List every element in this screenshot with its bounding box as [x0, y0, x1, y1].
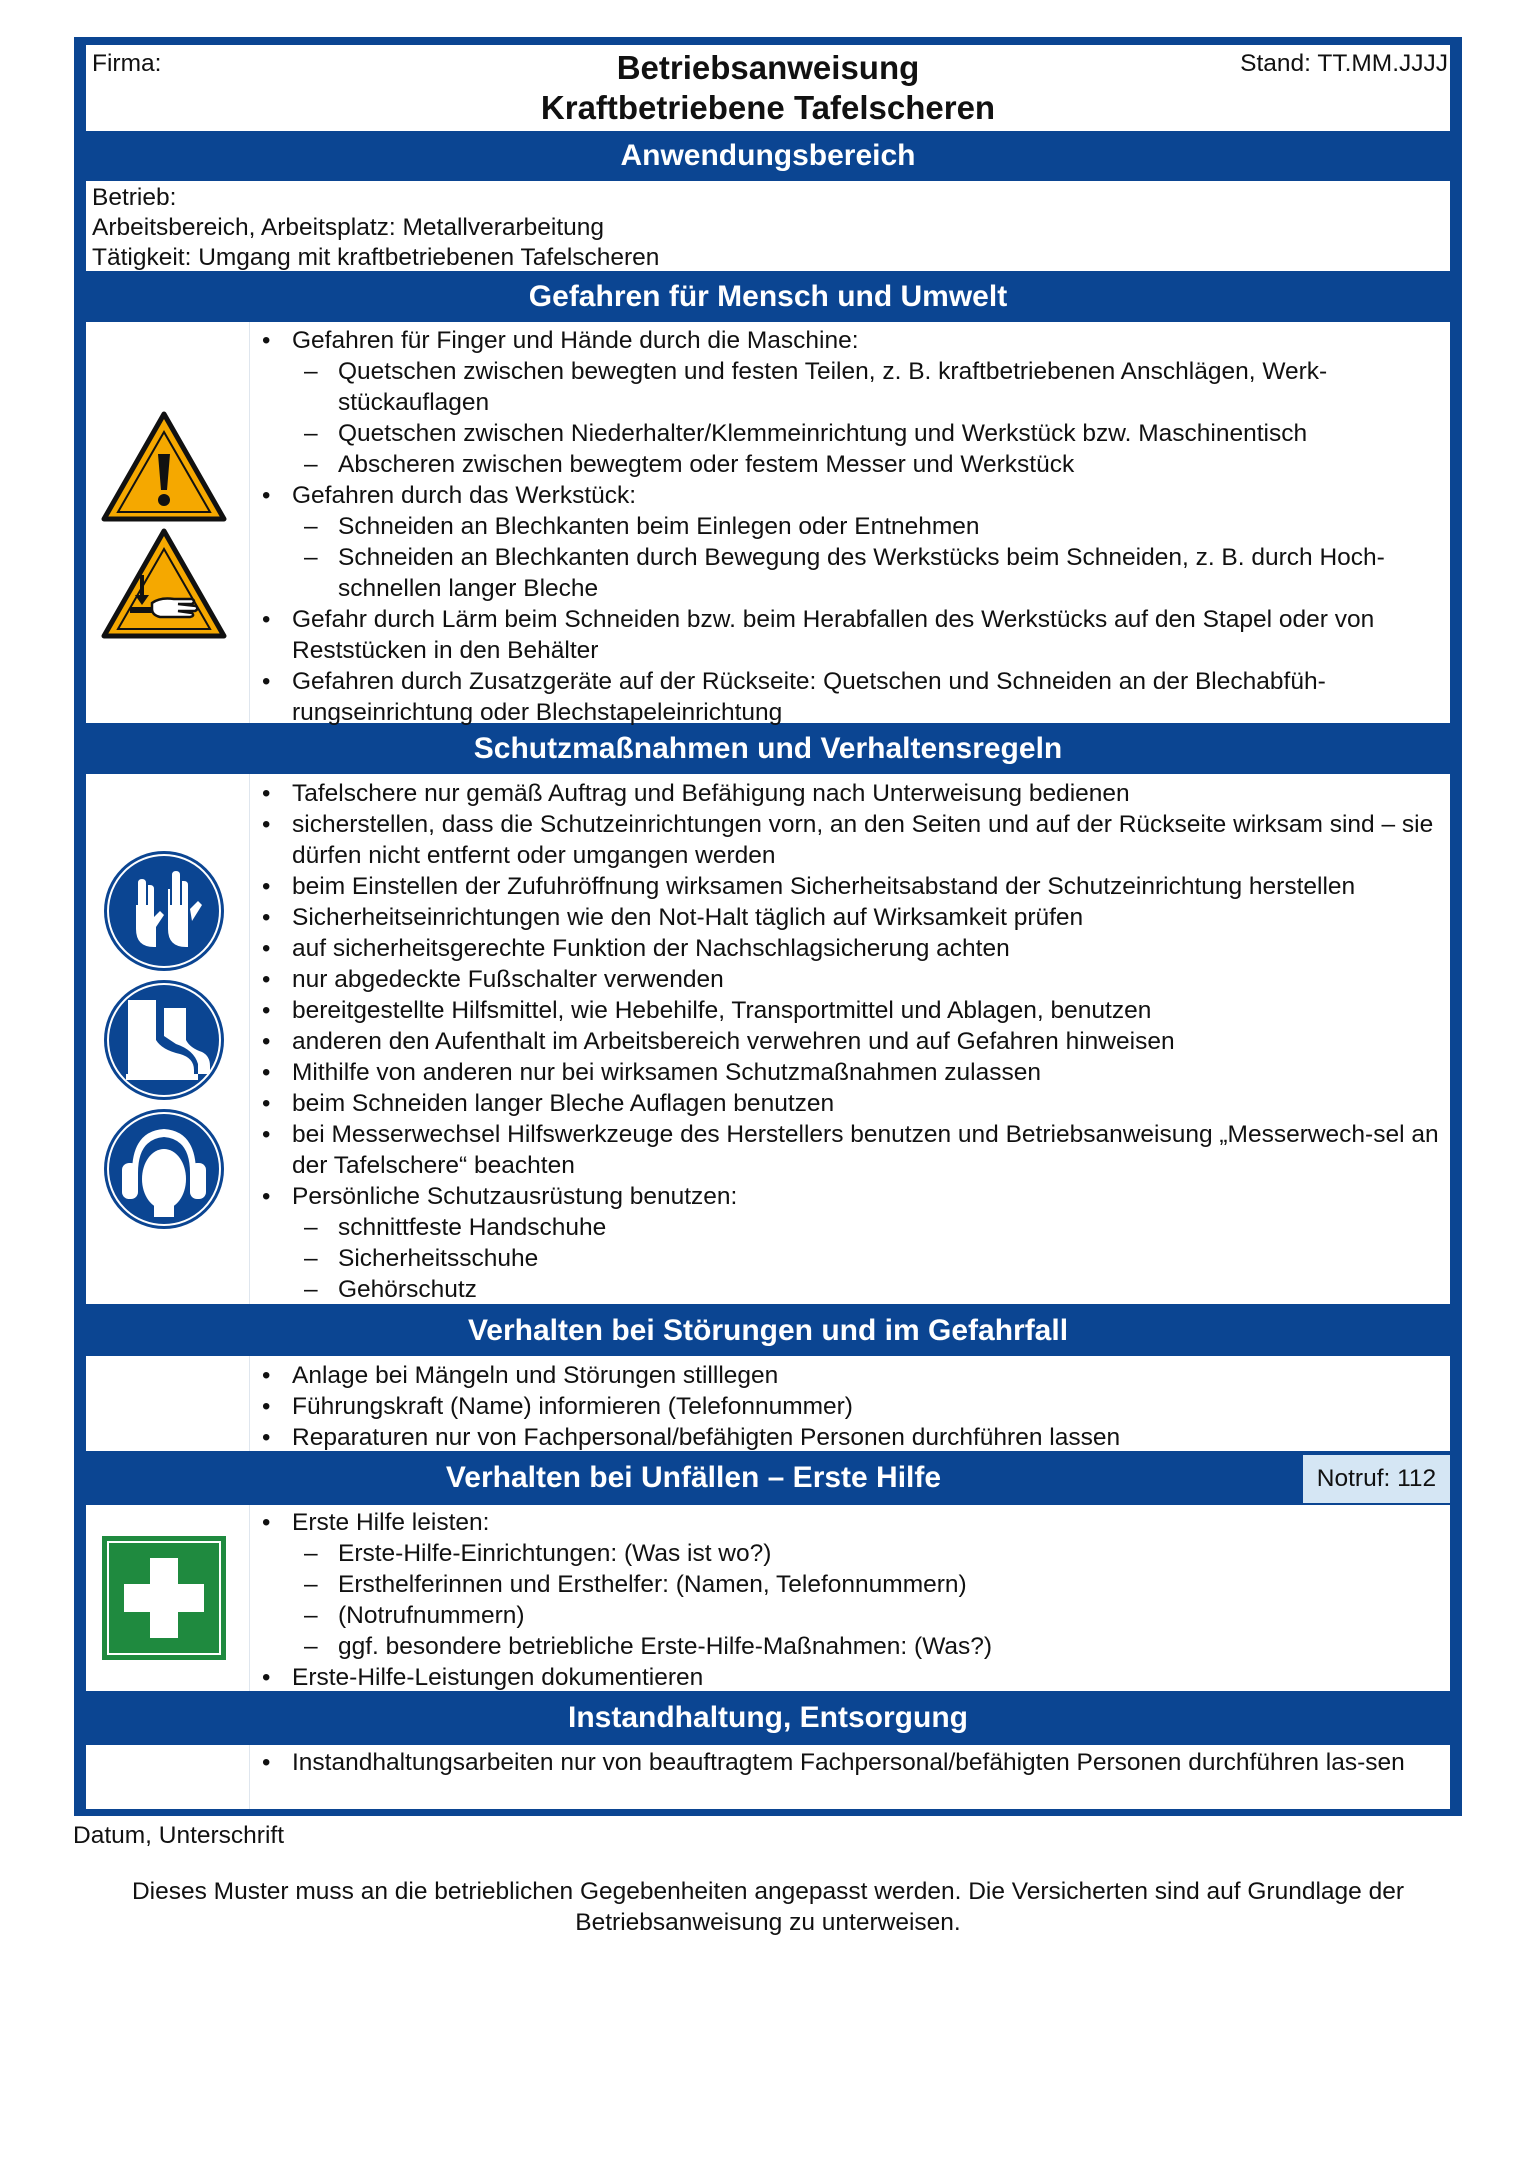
gefahren-content	[252, 325, 1448, 728]
notruf-box: Notruf: 112	[1303, 1455, 1450, 1503]
schutz-item: • beim Schneiden langer Bleche Auflagen benutzen	[252, 1088, 1448, 1119]
unfaelle-bullet: • Erste Hilfe leisten:	[252, 1507, 1448, 1538]
schutz-item: • Mithilfe von anderen nur bei wirksamen Schutzmaßnahmen zulassen	[252, 1057, 1448, 1088]
instandhaltung-content	[252, 1747, 1448, 1778]
title-line-2: Kraftbetriebene Tafelscheren	[540, 89, 996, 126]
gefahren-subitem: – Quetschen zwischen bewegten und festen Teilen, z. B. kraftbetriebenen Anschlägen, Werk-stückauflagen	[252, 356, 1448, 418]
unfaelle-bullet: • Erste-Hilfe-Leistungen dokumentieren	[252, 1662, 1448, 1693]
section-title-gefahren: Gefahren für Mensch und Umwelt	[528, 280, 1008, 313]
ear-protection-icon	[102, 1107, 226, 1231]
gefahren-subitem: – Schneiden an Blechkanten durch Bewegung des Werkstücks beim Schneiden, z. B. durch Hoch-schnellen langer Bleche	[252, 542, 1448, 604]
schutz-item: • Tafelschere nur gemäß Auftrag und Befähigung nach Unterweisung bedienen	[252, 778, 1448, 809]
erste-hilfe-subitem: – ggf. besondere betriebliche Erste-Hilfe-Maßnahmen: (Was?)	[252, 1631, 1448, 1662]
section-title-schutzmassnahmen: Schutzmaßnahmen und Verhaltensregeln	[473, 732, 1063, 765]
gefahren-subitem: – Schneiden an Blechkanten beim Einlegen oder Entnehmen	[252, 511, 1448, 542]
section-title-instandhaltung: Instandhaltung, Entsorgung	[568, 1701, 968, 1734]
schutz-item: • nur abgedeckte Fußschalter verwenden	[252, 964, 1448, 995]
psa-item: – Gehörschutz	[252, 1274, 1448, 1305]
firma-label: Firma:	[92, 50, 162, 77]
schutz-item: • anderen den Aufenthalt im Arbeitsbereich verwehren und auf Gefahren hinweisen	[252, 1026, 1448, 1057]
footer-note: Dieses Muster muss an die betrieblichen Gegebenheiten angepasst werden. Die Versicherten sind auf Grundlage der Betriebsanweisung zu unterweisen.	[131, 1878, 1405, 1936]
stoerungen-item: • Reparaturen nur von Fachpersonal/befähigten Personen durchführen lassen	[252, 1422, 1448, 1453]
stoerungen-content	[252, 1360, 1448, 1453]
title-line-1: Betriebsanweisung	[616, 49, 920, 86]
psa-item: – Sicherheitsschuhe	[252, 1243, 1448, 1274]
arbeitsbereich-line: Arbeitsbereich, Arbeitsplatz: Metallverarbeitung	[92, 214, 605, 241]
anwendungsbereich-content	[92, 183, 659, 273]
section-title-stoerungen: Verhalten bei Störungen und im Gefahrfall	[467, 1314, 1069, 1347]
erste-hilfe-subitem: – Erste-Hilfe-Einrichtungen: (Was ist wo?)	[252, 1538, 1448, 1569]
page-title	[400, 48, 1136, 128]
schutz-content	[252, 778, 1448, 1305]
gloves-icon	[102, 849, 226, 973]
gefahren-subitem: – Quetschen zwischen Niederhalter/Klemmeinrichtung und Werkstück bzw. Maschinentisch	[252, 418, 1448, 449]
schutz-item: • beim Einstellen der Zufuhröffnung wirksamen Sicherheitsabstand der Schutzeinrichtung herstellen	[252, 871, 1448, 902]
section-title-unfaelle: Verhalten bei Unfällen – Erste Hilfe	[445, 1461, 942, 1494]
schutz-item: • sicherstellen, dass die Schutzeinrichtungen vorn, an den Seiten und auf der Rückseite wirksam sind – sie dürfen nicht entfernt oder umgangen werden	[252, 809, 1448, 871]
signature-label: Datum, Unterschrift	[73, 1822, 285, 1849]
taetigkeit-line: Tätigkeit: Umgang mit kraftbetriebenen Tafelscheren	[92, 244, 660, 271]
gefahren-bullet: • Gefahren für Finger und Hände durch die Maschine:	[252, 325, 1448, 356]
stoerungen-icon-column	[86, 1356, 250, 1451]
stand-date: Stand: TT.MM.JJJJ	[1240, 50, 1448, 77]
instandhaltung-icon-column	[86, 1745, 250, 1809]
schutz-item: • Sicherheitseinrichtungen wie den Not-Halt täglich auf Wirksamkeit prüfen	[252, 902, 1448, 933]
safety-boots-icon	[102, 978, 226, 1102]
general-warning-icon	[100, 410, 228, 523]
gefahren-bullet: • Gefahr durch Lärm beim Schneiden bzw. beim Herabfallen des Werkstücks auf den Stapel oder von Reststücken in den Behälter	[252, 604, 1448, 666]
schutz-item: • Persönliche Schutzausrüstung benutzen:	[252, 1181, 1448, 1212]
schutz-item: • auf sicherheitsgerechte Funktion der Nachschlagsicherung achten	[252, 933, 1448, 964]
hand-crush-warning-icon	[100, 527, 228, 640]
section-title-anwendungsbereich: Anwendungsbereich	[620, 139, 916, 172]
stoerungen-item: • Führungskraft (Name) informieren (Telefonnummer)	[252, 1391, 1448, 1422]
instandhaltung-item: • Instandhaltungsarbeiten nur von beauftragtem Fachpersonal/befähigten Personen durchführen las-sen	[252, 1747, 1448, 1778]
first-aid-icon	[102, 1536, 226, 1660]
gefahren-bullet: • Gefahren durch das Werkstück:	[252, 480, 1448, 511]
erste-hilfe-subitem: – Ersthelferinnen und Ersthelfer: (Namen, Telefonnummern)	[252, 1569, 1448, 1600]
gefahren-subitem: – Abscheren zwischen bewegtem oder festem Messer und Werkstück	[252, 449, 1448, 480]
erste-hilfe-subitem: – (Notrufnummern)	[252, 1600, 1448, 1631]
psa-item: – schnittfeste Handschuhe	[252, 1212, 1448, 1243]
schutz-item: • bereitgestellte Hilfsmittel, wie Hebehilfe, Transportmittel und Ablagen, benutzen	[252, 995, 1448, 1026]
gefahren-bullet: • Gefahren durch Zusatzgeräte auf der Rückseite: Quetschen und Schneiden an der Blechabfüh-rungseinrichtung oder Blechstapeleinrichtung	[252, 666, 1448, 728]
schutz-item: • bei Messerwechsel Hilfswerkzeuge des Herstellers benutzen und Betriebsanweisung „Messerwech-sel an der Tafelschere“ beachten	[252, 1119, 1448, 1181]
betrieb-line: Betrieb:	[92, 184, 177, 211]
stoerungen-item: • Anlage bei Mängeln und Störungen stilllegen	[252, 1360, 1448, 1391]
unfaelle-content	[252, 1507, 1448, 1693]
